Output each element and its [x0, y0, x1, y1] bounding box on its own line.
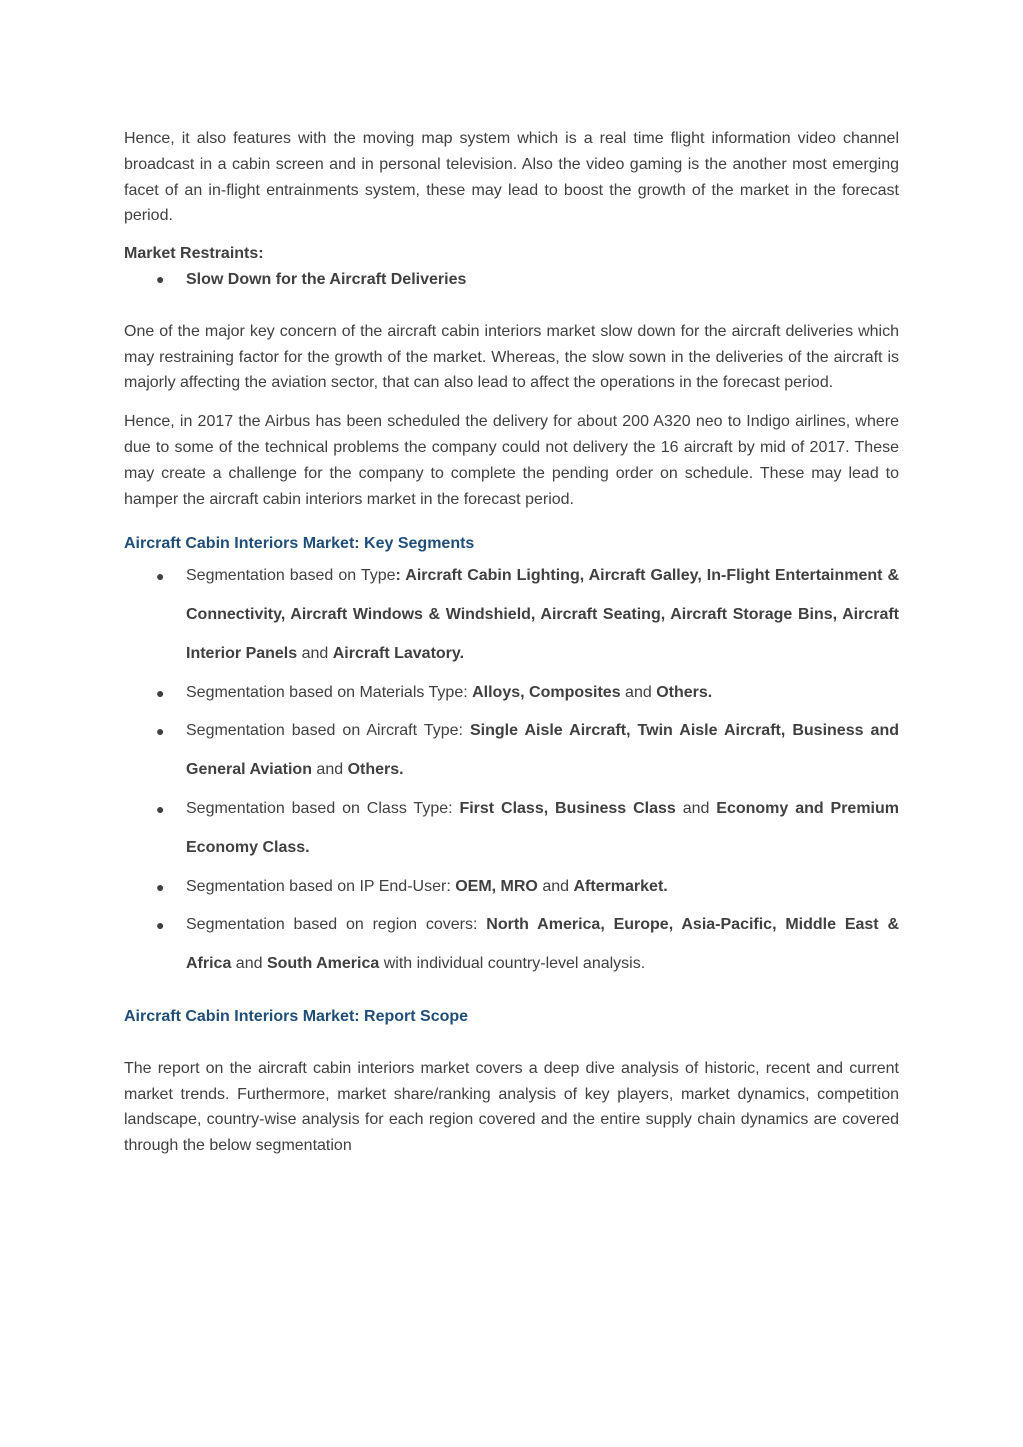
segment-joiner: and	[297, 644, 333, 662]
segment-values-last: Others.	[656, 683, 713, 701]
report-scope-paragraph: The report on the aircraft cabin interiors market covers a deep dive analysis of historic, recent and current market trends. Furthermore, market share/ranking analysis of key players, market dynamics, competition landscape, country-wise analysis for each region covered and the entire supply chain dynamics are covered through the below segmentation	[124, 1059, 899, 1155]
intro-paragraph: Hence, it also features with the moving map system which is a real time flight information video channel broadcast in a cabin screen and in personal television. Also the video gaming is the another most emerging facet of an in-flight entrainments system, these may lead to boost the growth of the market in the forecast period.	[124, 130, 899, 225]
segment-joiner: and	[311, 761, 348, 779]
list-item	[124, 712, 899, 790]
segment-values: First Class, Business Class	[459, 799, 676, 817]
segment-values-last: Others.	[347, 761, 404, 779]
segment-values: North America, Europe, Asia-Pacific, Middle East & Africa	[186, 916, 899, 973]
list-item	[124, 674, 899, 713]
segment-suffix: with individual country-level analysis.	[379, 955, 646, 973]
list-item	[124, 868, 899, 907]
restraint-paragraph-2: Hence, in 2017 the Airbus has been scheduled the delivery for about 200 A320 neo to Indigo airlines, where due to some of the technical problems the company could not delivery the 16 aircraft by mid of 2017. These may create a challenge for the company to complete the pending order on schedule. These may lead to hamper the aircraft cabin interiors market in the forecast period.	[124, 413, 899, 508]
restraint-paragraph-1: One of the major key concern of the aircraft cabin interiors market slow down for the aircraft deliveries which may restraining factor for the growth of the market. Whereas, the slow sown in the deliveries of the aircraft is majorly affecting the aviation sector, that can also lead to affect the operations in the forecast period.	[124, 322, 899, 392]
bullet-icon: ●	[156, 800, 165, 817]
segment-values-last: Aircraft Lavatory.	[332, 644, 465, 662]
bullet-icon: ●	[156, 568, 165, 585]
report-scope-heading: Aircraft Cabin Interiors Market: Report Scope	[124, 1007, 469, 1025]
segments-list	[124, 557, 899, 984]
list-item	[124, 906, 899, 984]
market-restraints-heading: Market Restraints:	[124, 245, 264, 263]
segment-prefix: Segmentation based on IP End-User:	[186, 877, 456, 895]
segment-values-last: Economy and Premium Economy Class.	[186, 799, 899, 856]
segment-prefix: Segmentation based on Class Type:	[186, 799, 460, 817]
bullet-icon: ●	[156, 917, 165, 934]
segment-values-last: South America	[266, 955, 380, 973]
list-item	[124, 267, 899, 293]
segment-prefix: Segmentation based on Materials Type:	[186, 683, 473, 701]
segment-values: Single Aisle Aircraft, Twin Aisle Aircraft, Business and General Aviation	[186, 722, 899, 779]
bullet-icon: ●	[156, 684, 165, 701]
bullet-icon: ●	[156, 878, 165, 895]
list-item	[124, 790, 899, 868]
restraints-list	[124, 267, 899, 293]
segment-joiner: and	[620, 683, 657, 701]
bullet-icon: ●	[156, 270, 165, 287]
segment-values: OEM, MRO	[455, 877, 538, 895]
document-page	[124, 126, 899, 1159]
segment-joiner: and	[537, 877, 574, 895]
segment-values-last: Aftermarket.	[573, 877, 668, 895]
segment-prefix: Segmentation based on Type	[186, 567, 396, 585]
segment-values: Alloys, Composites	[472, 683, 621, 701]
segment-values: : Aircraft Cabin Lighting, Aircraft Galley, In-Flight Entertainment & Connectivity, Aircraft Windows & Windshield, Aircraft Seating, Aircraft Storage Bins, Aircraft Interior Panels	[186, 567, 900, 662]
key-segments-heading: Aircraft Cabin Interiors Market: Key Segments	[124, 535, 475, 553]
segment-prefix: Segmentation based on region covers:	[186, 916, 487, 934]
segment-joiner: and	[675, 799, 717, 817]
restraint-item-label: Slow Down for the Aircraft Deliveries	[186, 270, 467, 288]
segment-prefix: Segmentation based on Aircraft Type:	[186, 722, 470, 740]
bullet-icon: ●	[156, 723, 165, 740]
segment-joiner: and	[231, 955, 267, 973]
list-item	[124, 557, 899, 673]
